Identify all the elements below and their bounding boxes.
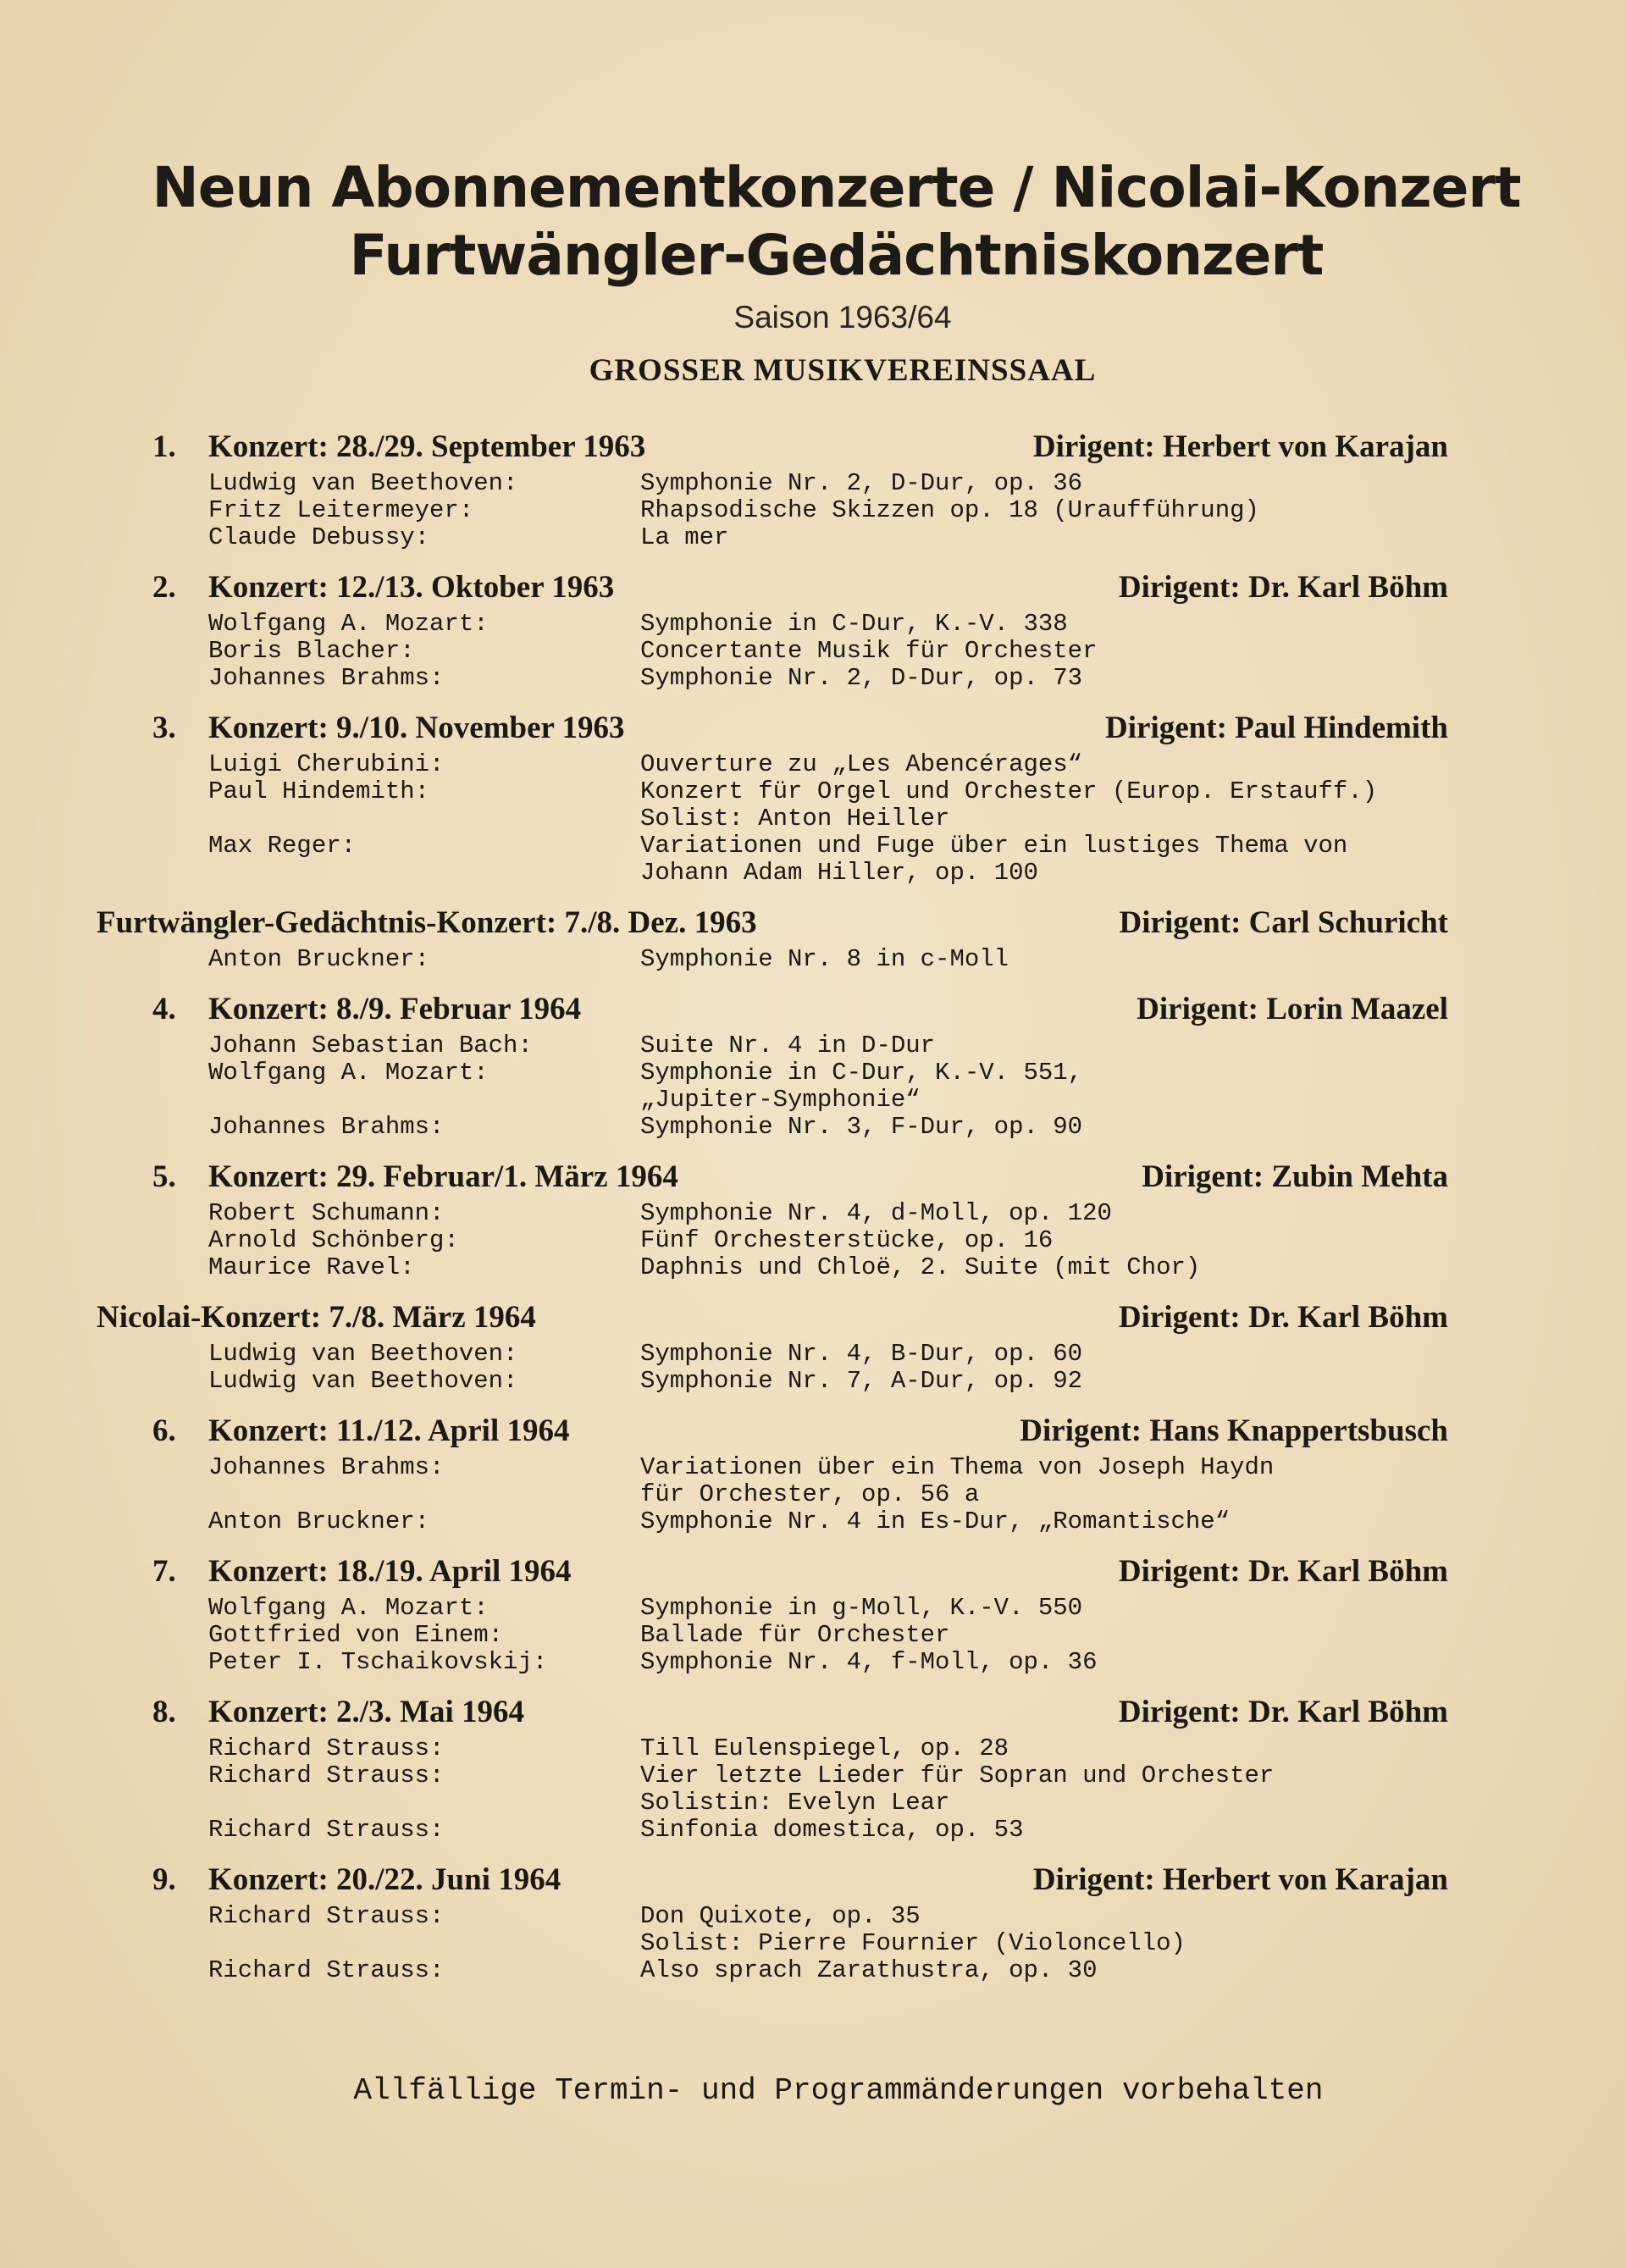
program-item <box>152 1200 1448 1227</box>
conductor: Dirigent: Herbert von Karajan <box>1032 1862 1448 1897</box>
composer: Ludwig van Beethoven: <box>208 1367 518 1395</box>
conductor: Dirigent: Zubin Mehta <box>1142 1159 1448 1194</box>
composer: Johannes Brahms: <box>208 664 445 692</box>
work-line: Fünf Orchesterstücke, op. 16 <box>640 1226 1054 1254</box>
concert-block <box>152 1861 1448 1984</box>
concert-header-left <box>152 1158 678 1197</box>
composer: Arnold Schönberg: <box>208 1226 459 1254</box>
program-item <box>152 1254 1448 1281</box>
concert-number: 9. <box>152 1862 176 1897</box>
footer-note: Allfällige Termin- und Programmänderungen vorbehalten <box>353 2073 1324 2108</box>
concert-header-left <box>152 990 581 1029</box>
concert-header <box>152 1158 1448 1197</box>
composer: Fritz Leitermeyer: <box>208 496 474 524</box>
program-items <box>152 946 1448 973</box>
concert-block <box>97 904 1448 973</box>
concert-title: Konzert: 28./29. September 1963 <box>208 429 646 464</box>
work-line: Ballade für Orchester <box>640 1621 950 1649</box>
concert-number: 1. <box>152 429 176 464</box>
conductor: Dirigent: Dr. Karl Böhm <box>1118 570 1448 605</box>
program-item <box>152 1454 1448 1508</box>
works <box>640 611 1448 638</box>
composer: Ludwig van Beethoven: <box>208 1340 518 1368</box>
program-item <box>152 524 1448 551</box>
works <box>640 1254 1448 1281</box>
program-item <box>152 1059 1448 1114</box>
work-line: Rhapsodische Skizzen op. 18 (Uraufführung) <box>640 496 1259 524</box>
program-item <box>152 946 1448 973</box>
conductor: Dirigent: Hans Knappertsbusch <box>1020 1413 1448 1448</box>
work-line: Variationen und Fuge über ein lustiges Thema von <box>640 832 1348 860</box>
concert-block <box>152 428 1448 551</box>
works <box>640 1622 1448 1649</box>
composer: Wolfgang A. Mozart: <box>208 610 489 638</box>
work-line: Don Quixote, op. 35 <box>640 1902 921 1930</box>
work-line: Variationen über ein Thema von Joseph Haydn <box>640 1453 1275 1481</box>
composer: Richard Strauss: <box>208 1734 445 1762</box>
works <box>640 1114 1448 1141</box>
program-item <box>152 1735 1448 1762</box>
concert-header-left <box>152 1412 570 1451</box>
works <box>640 1762 1448 1817</box>
works <box>640 638 1448 665</box>
composer: Wolfgang A. Mozart: <box>208 1059 489 1087</box>
concert-header-left <box>152 1693 524 1732</box>
composer: Anton Bruckner: <box>208 945 430 973</box>
works <box>640 497 1448 524</box>
concert-header <box>152 1552 1448 1591</box>
program-item <box>152 1957 1448 1984</box>
works <box>640 1454 1448 1508</box>
works <box>640 1508 1448 1535</box>
page-subtitle: Furtwängler-Gedächtniskonzert <box>349 223 1324 288</box>
conductor: Dirigent: Carl Schuricht <box>1119 905 1448 940</box>
concert-header-left <box>152 1552 572 1591</box>
work-line: Also sprach Zarathustra, op. 30 <box>640 1956 1098 1984</box>
work-line: Symphonie Nr. 4, f-Moll, op. 36 <box>640 1648 1098 1676</box>
concert-number: 4. <box>152 992 176 1026</box>
program-items <box>152 1341 1448 1395</box>
works <box>640 1341 1448 1368</box>
work-line: Till Eulenspiegel, op. 28 <box>640 1734 1009 1762</box>
concert-number: 6. <box>152 1413 176 1448</box>
concert-block <box>152 990 1448 1141</box>
composer: Richard Strauss: <box>208 1902 445 1930</box>
works <box>640 778 1448 833</box>
concert-title: Konzert: 9./10. November 1963 <box>208 711 625 745</box>
work-line: Ouverture zu „Les Abencérages“ <box>640 750 1083 778</box>
concert-block <box>152 1158 1448 1281</box>
composer: Johann Sebastian Bach: <box>208 1032 533 1059</box>
concert-title: Konzert: 11./12. April 1964 <box>208 1413 570 1448</box>
composer: Richard Strauss: <box>208 1762 445 1790</box>
conductor: Dirigent: Paul Hindemith <box>1105 711 1448 745</box>
program-items <box>152 1200 1448 1281</box>
program-item <box>152 1227 1448 1254</box>
concert-header <box>97 904 1448 943</box>
composer: Johannes Brahms: <box>208 1453 445 1481</box>
concert-number: 5. <box>152 1159 176 1194</box>
concert-block <box>97 1298 1448 1395</box>
season-label: Saison 1963/64 <box>733 300 952 335</box>
program-items <box>152 751 1448 887</box>
conductor: Dirigent: Dr. Karl Böhm <box>1118 1554 1448 1589</box>
program-item <box>152 751 1448 778</box>
concert-header <box>97 1298 1448 1337</box>
concert-title: Konzert: 12./13. Oktober 1963 <box>208 570 615 605</box>
concert-block <box>152 709 1448 887</box>
composer: Claude Debussy: <box>208 523 430 551</box>
program-item <box>152 833 1448 887</box>
concert-header-left <box>152 428 645 467</box>
program-item <box>152 1622 1448 1649</box>
works <box>640 751 1448 778</box>
program-item <box>152 1649 1448 1676</box>
work-line: Vier letzte Lieder für Sopran und Orchester <box>640 1762 1275 1790</box>
composer: Johannes Brahms: <box>208 1113 445 1141</box>
concert-block <box>152 1552 1448 1676</box>
program-items <box>152 611 1448 692</box>
work-line: Symphonie Nr. 4, B-Dur, op. 60 <box>640 1340 1083 1368</box>
concert-block <box>152 1412 1448 1535</box>
works <box>640 1735 1448 1762</box>
program-item <box>152 1903 1448 1957</box>
concert-list <box>97 428 1448 2001</box>
concert-header-left <box>97 1298 536 1337</box>
program-item <box>152 611 1448 638</box>
works <box>640 1957 1448 1984</box>
composer: Max Reger: <box>208 832 357 860</box>
concert-title: Konzert: 20./22. Juni 1964 <box>208 1862 561 1897</box>
program-item <box>152 1508 1448 1535</box>
work-line: Suite Nr. 4 in D-Dur <box>640 1032 936 1059</box>
works <box>640 1595 1448 1622</box>
program-items <box>152 470 1448 551</box>
works <box>640 665 1448 692</box>
work-line: Symphonie Nr. 2, D-Dur, op. 73 <box>640 664 1083 692</box>
work-line: Symphonie Nr. 4 in Es-Dur, „Romantische“ <box>640 1507 1231 1535</box>
works <box>640 1227 1448 1254</box>
works <box>640 524 1448 551</box>
composer: Maurice Ravel: <box>208 1253 415 1281</box>
program-item <box>152 1368 1448 1395</box>
work-line: Konzert für Orgel und Orchester (Europ. Erstauff.) <box>640 777 1378 805</box>
concert-header-left <box>97 904 757 943</box>
program-item <box>152 638 1448 665</box>
work-line: Johann Adam Hiller, op. 100 <box>640 859 1038 887</box>
work-line: Symphonie Nr. 7, A-Dur, op. 92 <box>640 1367 1083 1395</box>
concert-block <box>152 568 1448 692</box>
concert-title: Konzert: 8./9. Februar 1964 <box>208 992 582 1026</box>
works <box>640 470 1448 497</box>
concert-number: 3. <box>152 711 176 745</box>
concert-number: 8. <box>152 1695 176 1729</box>
concert-number: 2. <box>152 570 176 605</box>
program-item <box>152 1762 1448 1817</box>
composer: Richard Strauss: <box>208 1956 445 1984</box>
concert-header-left <box>152 1861 561 1900</box>
concert-header <box>152 990 1448 1029</box>
concert-number: 7. <box>152 1554 176 1589</box>
program-item <box>152 470 1448 497</box>
works <box>640 1368 1448 1395</box>
concert-header-left <box>152 709 625 748</box>
conductor: Dirigent: Dr. Karl Böhm <box>1118 1695 1448 1729</box>
works <box>640 1817 1448 1844</box>
concert-title: Konzert: 18./19. April 1964 <box>208 1554 572 1589</box>
works <box>640 1903 1448 1957</box>
composer: Gottfried von Einem: <box>208 1621 504 1649</box>
hall-label: GROSSER MUSIKVEREINSSAAL <box>589 353 1097 388</box>
composer: Paul Hindemith: <box>208 777 430 805</box>
composer: Boris Blacher: <box>208 637 415 665</box>
composer: Robert Schumann: <box>208 1199 445 1227</box>
works <box>640 1032 1448 1059</box>
concert-header <box>152 428 1448 467</box>
page-title: Neun Abonnementkonzerte / Nicolai-Konzert <box>152 155 1521 220</box>
composer: Richard Strauss: <box>208 1816 445 1844</box>
work-line: Solistin: Evelyn Lear <box>640 1789 950 1817</box>
concert-header <box>152 568 1448 607</box>
concert-title: Konzert: 2./3. Mai 1964 <box>208 1695 524 1729</box>
work-line: Symphonie in C-Dur, K.-V. 551, <box>640 1059 1083 1087</box>
works <box>640 946 1448 973</box>
concert-header-left <box>152 568 614 607</box>
composer: Wolfgang A. Mozart: <box>208 1594 489 1622</box>
concert-header <box>152 1693 1448 1732</box>
work-line: La mer <box>640 523 729 551</box>
work-line: Symphonie Nr. 8 in c-Moll <box>640 945 1009 973</box>
conductor: Dirigent: Herbert von Karajan <box>1032 429 1448 464</box>
program-item <box>152 1341 1448 1368</box>
program-item <box>152 1114 1448 1141</box>
work-line: Concertante Musik für Orchester <box>640 637 1098 665</box>
work-line: Symphonie Nr. 4, d-Moll, op. 120 <box>640 1199 1112 1227</box>
works <box>640 1649 1448 1676</box>
work-line: Symphonie in C-Dur, K.-V. 338 <box>640 610 1068 638</box>
work-line: Solist: Pierre Fournier (Violoncello) <box>640 1929 1186 1957</box>
work-line: Solist: Anton Heiller <box>640 805 950 833</box>
composer: Peter I. Tschaikovskij: <box>208 1648 548 1676</box>
program-items <box>152 1032 1448 1141</box>
works <box>640 833 1448 887</box>
conductor: Dirigent: Lorin Maazel <box>1137 992 1448 1026</box>
program-items <box>152 1903 1448 1984</box>
program-items <box>152 1595 1448 1676</box>
concert-header <box>152 1412 1448 1451</box>
work-line: Symphonie Nr. 2, D-Dur, op. 36 <box>640 469 1083 497</box>
program-item <box>152 778 1448 833</box>
work-line: „Jupiter-Symphonie“ <box>640 1086 921 1114</box>
work-line: für Orchester, op. 56 a <box>640 1480 980 1508</box>
concert-title: Nicolai-Konzert: 7./8. März 1964 <box>97 1300 536 1335</box>
concert-title: Furtwängler-Gedächtnis-Konzert: 7./8. Dez. 1963 <box>97 905 757 940</box>
composer: Anton Bruckner: <box>208 1507 430 1535</box>
concert-header <box>152 709 1448 748</box>
concert-block <box>152 1693 1448 1844</box>
conductor: Dirigent: Dr. Karl Böhm <box>1118 1300 1448 1335</box>
composer: Ludwig van Beethoven: <box>208 469 518 497</box>
program-item <box>152 665 1448 692</box>
works <box>640 1200 1448 1227</box>
work-line: Symphonie Nr. 3, F-Dur, op. 90 <box>640 1113 1083 1141</box>
concert-header <box>152 1861 1448 1900</box>
program-item <box>152 497 1448 524</box>
header <box>0 154 1626 389</box>
work-line: Symphonie in g-Moll, K.-V. 550 <box>640 1594 1083 1622</box>
program-item <box>152 1032 1448 1059</box>
work-line: Sinfonia domestica, op. 53 <box>640 1816 1024 1844</box>
program-item <box>152 1817 1448 1844</box>
works <box>640 1059 1448 1114</box>
work-line: Daphnis und Chloë, 2. Suite (mit Chor) <box>640 1253 1201 1281</box>
program-item <box>152 1595 1448 1622</box>
concert-title: Konzert: 29. Februar/1. März 1964 <box>208 1159 678 1194</box>
composer: Luigi Cherubini: <box>208 750 445 778</box>
program-items <box>152 1735 1448 1844</box>
program-items <box>152 1454 1448 1535</box>
